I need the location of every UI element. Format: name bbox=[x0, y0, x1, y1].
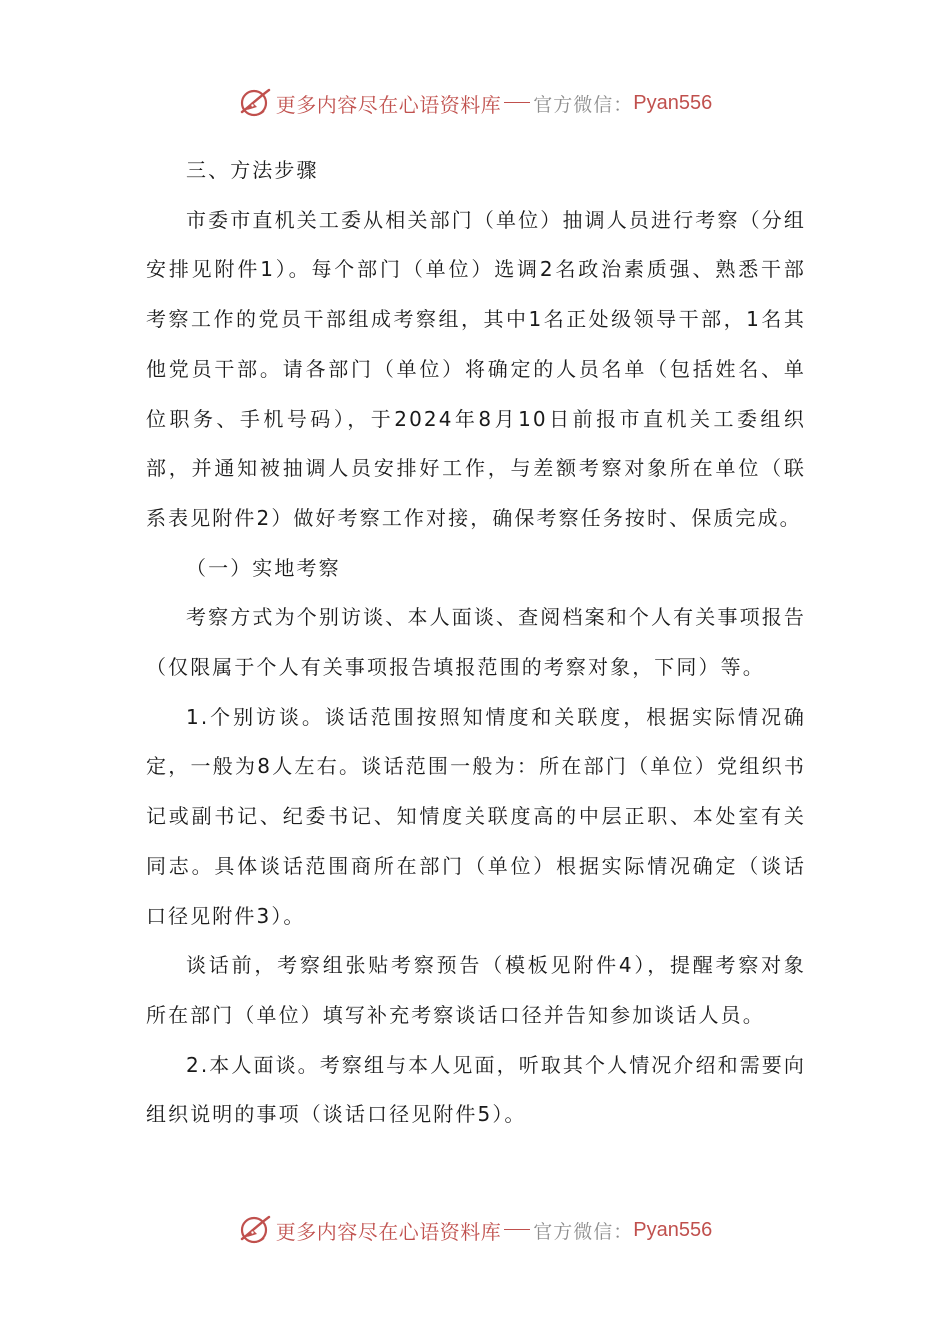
banner-brand: 更多内容尽在心语资料库 bbox=[275, 92, 502, 117]
pen-nib-logo-icon bbox=[238, 1213, 272, 1247]
banner-brand: 更多内容尽在心语资料库 bbox=[275, 1219, 502, 1244]
header-banner bbox=[0, 83, 950, 123]
section-title: 三、方法步骤 bbox=[186, 158, 319, 182]
document-body bbox=[146, 146, 806, 1140]
banner-wechat-id: Pyan556 bbox=[633, 91, 713, 114]
banner-dash bbox=[504, 1229, 530, 1230]
section-intro-paragraph: 市委市直机关工委从相关部门（单位）抽调人员进行考察（分组安排见附件1）。每个部门（单位）选调2名政治素质强、熟悉干部考察工作的党员干部组成考察组，其中1名正处级领导干部，1名其他党员干部。请各部门（单位）将确定的人员名单（包括姓名、单位职务、手机号码），于2024年8月10日前报市直机关工委组织部，并通知被抽调人员安排好工作，与差额考察对象所在单位（联系表见附件2）做好考察工作对接，确保考察任务按时、保质完成。 bbox=[146, 207, 806, 530]
item-1-paragraph: 1.个别访谈。谈话范围按照知情度和关联度，根据实际情况确定，一般为8人左右。谈话范围一般为：所在部门（单位）党组织书记或副书记、纪委书记、知情度关联度高的中层正职、本处室有关同志。具体谈话范围商所在部门（单位）根据实际情况确定（谈话口径见附件3）。 bbox=[146, 704, 806, 928]
methods-paragraph: 考察方式为个别访谈、本人面谈、查阅档案和个人有关事项报告（仅限属于个人有关事项报告填报范围的考察对象，下同）等。 bbox=[146, 605, 806, 680]
item-2-paragraph: 2.本人面谈。考察组与本人见面，听取其个人情况介绍和需要向组织说明的事项（谈话口径见附件5）。 bbox=[146, 1052, 806, 1127]
banner-dash bbox=[504, 102, 530, 103]
banner-official-label: 官方微信： bbox=[533, 93, 634, 116]
banner-official-label: 官方微信： bbox=[533, 1220, 634, 1243]
subsection-title: （一）实地考察 bbox=[186, 555, 341, 580]
before-talk-paragraph: 谈话前，考察组张贴考察预告（模板见附件4），提醒考察对象所在部门（单位）填写补充考察谈话口径并告知参加谈话人员。 bbox=[146, 953, 806, 1027]
pen-nib-logo-icon bbox=[238, 86, 272, 120]
footer-banner bbox=[0, 1210, 950, 1250]
banner-wechat-id: Pyan556 bbox=[633, 1218, 713, 1241]
